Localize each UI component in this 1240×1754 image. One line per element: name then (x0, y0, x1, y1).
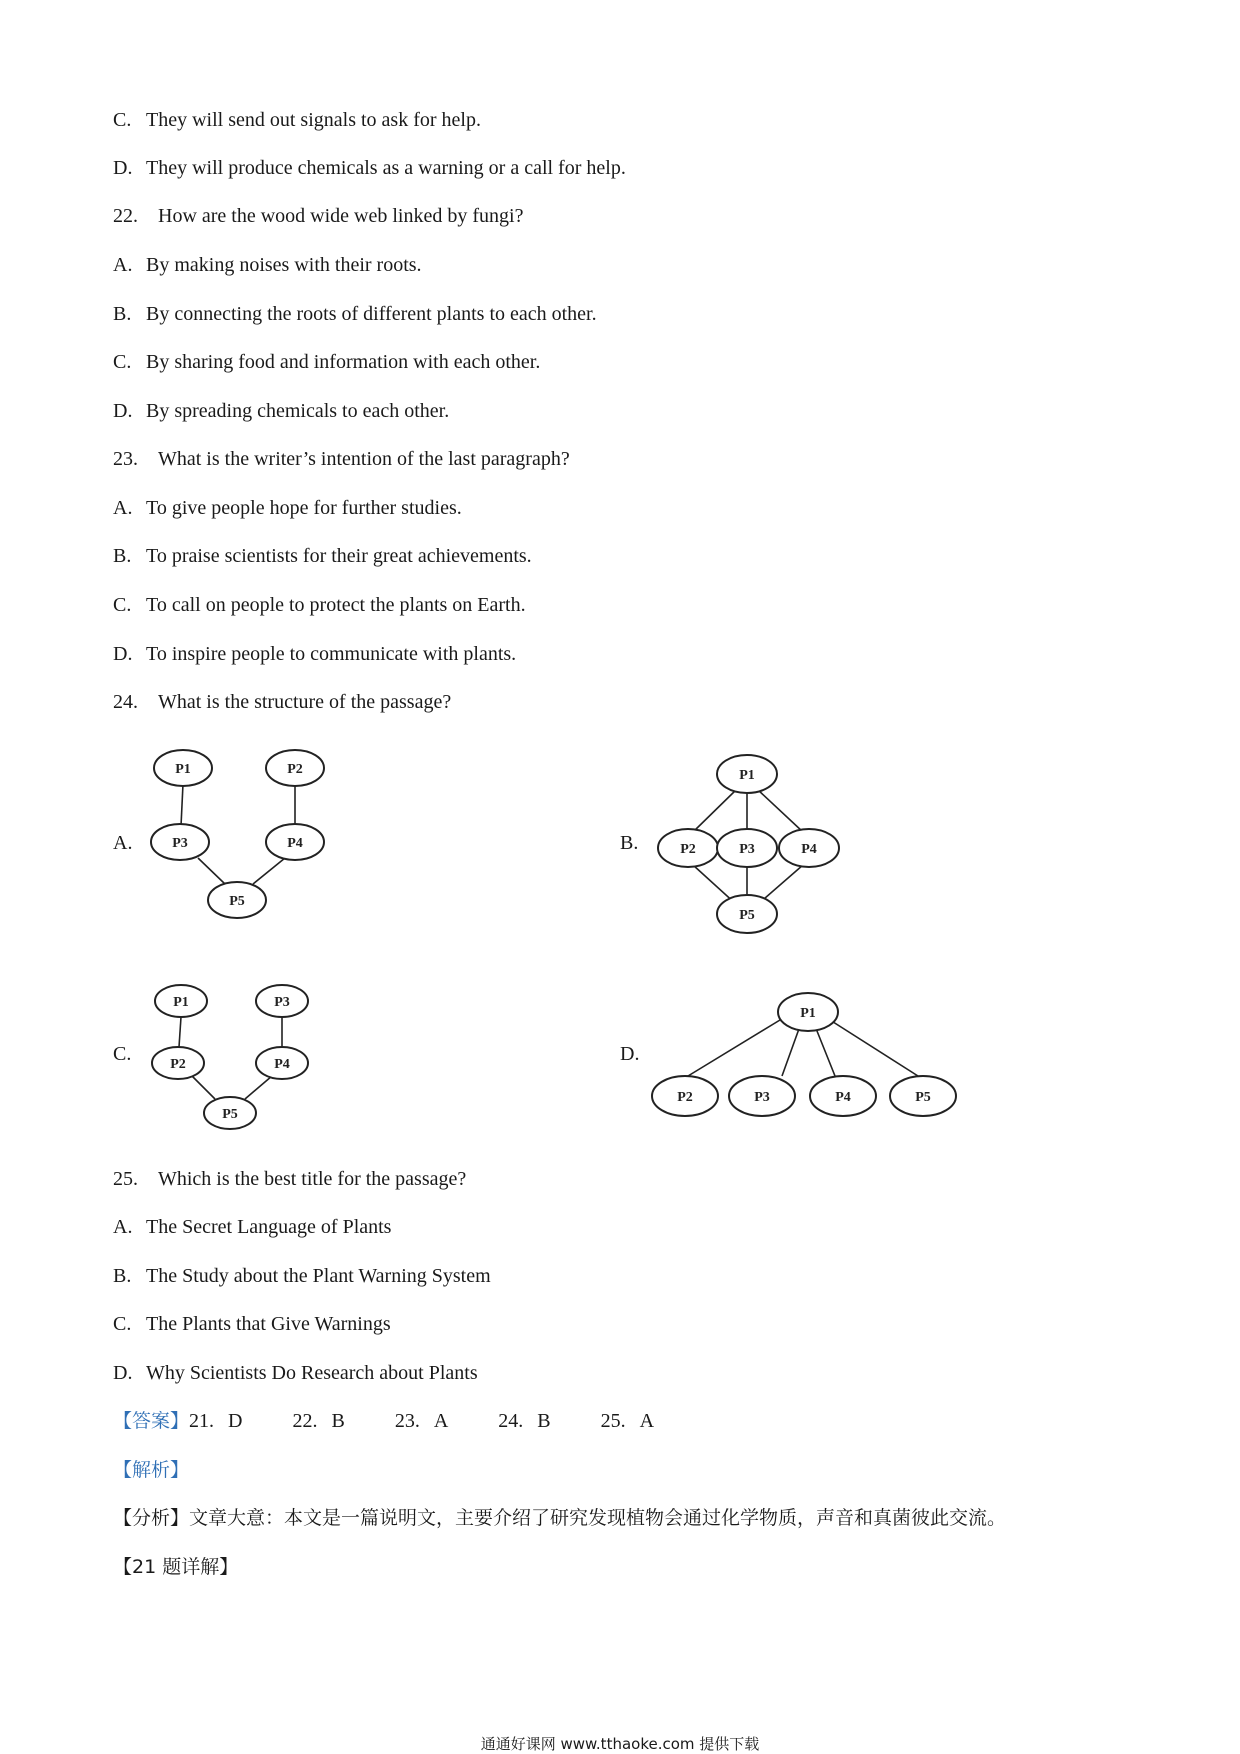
option-text: To praise scientists for their great achievements. (146, 545, 532, 567)
option-text: The Study about the Plant Warning System (146, 1265, 491, 1287)
option-letter: D. (113, 157, 133, 179)
question-text: What is the writer’s intention of the last paragraph? (158, 448, 570, 470)
answer-item (601, 1409, 654, 1433)
node-label: P5 (222, 1107, 238, 1122)
node-label: P4 (287, 836, 303, 851)
node-label: P1 (800, 1006, 816, 1021)
answer-number: 22. (292, 1410, 318, 1432)
node-label: P2 (287, 762, 303, 777)
answer-item (395, 1409, 448, 1433)
answer-value: B (537, 1410, 551, 1432)
node-label: P1 (173, 995, 189, 1010)
q22-stem (113, 204, 523, 228)
q23-option-c (113, 593, 526, 617)
answer-value: A (639, 1410, 655, 1432)
option-text: To inspire people to communicate with plants. (146, 643, 517, 665)
option-letter: A. (113, 1216, 133, 1238)
diagram-a-letter: A. (113, 832, 133, 854)
answer-number: 24. (498, 1410, 524, 1432)
question-number: 22. (113, 205, 138, 227)
question-number: 24. (113, 691, 138, 713)
option-text: To call on people to protect the plants on Earth. (146, 594, 526, 616)
structure-diagram-c (145, 983, 320, 1133)
option-text: By making noises with their roots. (146, 254, 422, 276)
q24-stem (113, 690, 451, 714)
option-letter: D. (113, 1362, 133, 1384)
option-letter: A. (113, 254, 133, 276)
answer-item (498, 1409, 550, 1433)
question-text: What is the structure of the passage? (158, 691, 452, 713)
node-label: P5 (739, 908, 755, 923)
option-letter: C. (113, 594, 132, 616)
option-letter: B. (113, 545, 132, 567)
node-label: P1 (175, 762, 191, 777)
analysis-heading: 【解析】 (113, 1459, 190, 1481)
answer-line (113, 1409, 704, 1433)
option-text: By sharing food and information with each other. (146, 351, 541, 373)
q22-option-b (113, 302, 597, 326)
q23-stem (113, 447, 570, 471)
q22-option-c (113, 350, 540, 374)
node-label: P5 (229, 894, 245, 909)
q22-option-a (113, 253, 422, 277)
q23-option-b (113, 544, 532, 568)
q25-option-b (113, 1264, 491, 1288)
node-label: P2 (680, 842, 696, 857)
question-text: Which is the best title for the passage? (158, 1168, 467, 1190)
node-label: P2 (170, 1057, 186, 1072)
answer-value: B (331, 1410, 345, 1432)
option-letter: B. (113, 303, 132, 325)
option-letter: D. (113, 400, 133, 422)
option-letter: C. (113, 109, 132, 131)
structure-diagram-d (650, 990, 960, 1130)
answer-number: 25. (600, 1410, 626, 1432)
option-text: By connecting the roots of different plants to each other. (146, 303, 597, 325)
option-letter: A. (113, 497, 133, 519)
q22-option-d (113, 399, 449, 423)
question-number: 25. (113, 1168, 138, 1190)
option-text: The Plants that Give Warnings (146, 1313, 391, 1335)
question-number: 23. (113, 448, 138, 470)
answer-heading: 【答案】 (113, 1410, 190, 1432)
structure-diagram-b (655, 752, 885, 947)
q23-option-a (113, 496, 462, 520)
q25-option-c (113, 1312, 391, 1336)
answer-item (292, 1409, 344, 1433)
node-label: P3 (754, 1090, 770, 1105)
answer-number: 23. (394, 1410, 420, 1432)
q21-option-c (113, 108, 481, 132)
q25-stem (113, 1167, 466, 1191)
structure-diagram-a (140, 750, 340, 935)
node-label: P4 (274, 1057, 290, 1072)
option-letter: B. (113, 1265, 132, 1287)
option-text: Why Scientists Do Research about Plants (146, 1362, 478, 1384)
answer-number: 21. (189, 1410, 215, 1432)
node-label: P2 (677, 1090, 693, 1105)
q25-option-a (113, 1215, 391, 1239)
footer-watermark: 通通好课网 www.tthaoke.com 提供下载 (480, 1735, 760, 1753)
answer-value: D (228, 1410, 243, 1432)
analysis-summary: 【分析】文章大意：本文是一篇说明文，主要介绍了研究发现植物会通过化学物质，声音和真菌彼此交流。 (113, 1507, 1007, 1529)
option-text: They will produce chemicals as a warning or a call for help. (146, 157, 626, 179)
answer-item (189, 1409, 242, 1433)
option-text: By spreading chemicals to each other. (146, 400, 450, 422)
node-label: P3 (739, 842, 755, 857)
question-text: How are the wood wide web linked by fungi? (158, 205, 524, 227)
node-label: P1 (739, 768, 755, 783)
diagram-d-letter: D. (620, 1043, 640, 1065)
option-letter: C. (113, 351, 132, 373)
node-label: P5 (915, 1090, 931, 1105)
option-text: To give people hope for further studies. (146, 497, 462, 519)
option-letter: D. (113, 643, 133, 665)
node-label: P3 (274, 995, 290, 1010)
node-label: P4 (835, 1090, 851, 1105)
node-label: P4 (801, 842, 817, 857)
option-text: The Secret Language of Plants (146, 1216, 392, 1238)
diagram-c-letter: C. (113, 1043, 132, 1065)
option-letter: C. (113, 1313, 132, 1335)
detail-21-heading: 【21 题详解】 (113, 1556, 239, 1578)
option-text: They will send out signals to ask for help. (146, 109, 481, 131)
q25-option-d (113, 1361, 478, 1385)
diagram-b-letter: B. (620, 832, 639, 854)
q23-option-d (113, 642, 516, 666)
answer-value: A (433, 1410, 449, 1432)
q21-option-d (113, 156, 626, 180)
node-label: P3 (172, 836, 188, 851)
